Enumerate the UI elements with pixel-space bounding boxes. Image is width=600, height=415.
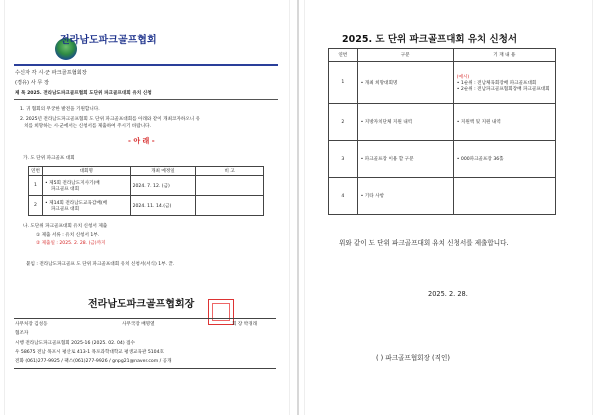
address-line: 우 58675 전남 목포시 평산로 413-1 목포과학대학교 평생교육관 5104호 [15, 350, 164, 355]
row-item: • 지방자치단체 지원 내역 [357, 104, 453, 141]
recipient-line: 수신자 각 시·군 파크골프협회장 [15, 70, 87, 76]
table-row [329, 141, 556, 178]
subject-rule [14, 99, 278, 100]
row-item: • 개최 희망대회명 [357, 62, 453, 104]
row-content: • 지원액 및 지원 내역 [453, 104, 555, 141]
submission-date: 2025. 2. 28. [428, 290, 468, 298]
col-header: 연번 [29, 167, 43, 176]
contact-line: 전화 (061)277-9925 / 팩스(061)277-9926 / gnpg21@naver.com / 공개 [15, 359, 172, 364]
event-name-suffix: 파크골프 대회 [50, 206, 80, 212]
event-note [196, 176, 264, 196]
col-header: 기 재 내 용 [453, 49, 555, 62]
table-row [29, 196, 264, 216]
signoff-president: 회 장 박경래 [232, 322, 258, 327]
page-edge [289, 0, 290, 415]
col-header: 대회명 [42, 167, 130, 176]
subject-line: 제 목 2025. 전라남도파크골프협회 도단위 파크골프대회 유치 신청 [15, 91, 152, 96]
row-content [453, 62, 555, 104]
applicant-signature: ( ) 파크골프협회장 (직인) [376, 354, 450, 362]
row-content: • 000파크골프장 36홀 [453, 141, 555, 178]
form-title: 2025. 도 단위 파크골프대회 유치 신청서 [342, 34, 518, 45]
submit-item-2: ② 제출일 : 2025. 2. 28. (금)까지 [36, 241, 106, 246]
section-na: 나. 도단위 파크골프대회 유치 신청서 제출 [23, 224, 108, 229]
row-item: • 파크골프장 이용 할 구분 [357, 141, 453, 178]
signoff-secretary: 사무처장 김성동 [15, 322, 48, 327]
application-table [328, 48, 556, 215]
body-paragraph-2: 2. 2025년 전라남도파크골프협회 도 단위 파크골프대회를 아래와 같이 개최코자하오니 유 [20, 117, 201, 122]
page-edge [592, 0, 593, 415]
header-rule [14, 64, 278, 66]
footer-bottom-rule [14, 368, 276, 369]
row-number: 2 [29, 196, 43, 216]
document-number: 시행 전라남도파크골프협회 2025-16 (2025. 02. 04) 접수 [15, 341, 135, 346]
col-header: 연번 [329, 49, 358, 62]
submit-item-1: ① 제출 서류 : 유치 신청서 1부. [36, 233, 100, 238]
row-number: 3 [329, 141, 358, 178]
event-name-cell [42, 176, 130, 196]
event-name-cell [42, 196, 130, 216]
body-paragraph-2-cont: 치를 희망하는 시·군에서는 신청서를 제출하여 주시기 바랍니다. [24, 124, 152, 129]
col-header: 구분 [357, 49, 453, 62]
cooperator-label: 협조자 [15, 331, 29, 336]
footer-rule [14, 318, 276, 319]
event-name: • 제5회 전라남도지사기(배 [44, 180, 100, 186]
section-ga: 가. 도 단위 파크골프 대회 [23, 156, 75, 161]
body-paragraph-1: 1. 귀 협회의 무궁한 발전을 기원합니다. [20, 107, 100, 112]
table-row [329, 62, 556, 104]
col-header: 비 고 [196, 167, 264, 176]
attachment-line: 붙임 : 전라남도파크골프 도 단위 파크골프대회 유치 신청서(서식) 1부. 끝. [26, 262, 175, 267]
col-header: 개최 예정일 [130, 167, 196, 176]
event-note [196, 196, 264, 216]
official-seal [208, 299, 234, 325]
submission-statement: 위와 같이 도 단위 파크골프대회 유치 신청서를 제출합니다. [339, 239, 509, 247]
content-line: • 1순위 : 전남체육회장배 파크골프대회 [456, 80, 537, 86]
via-line: (경유) 사 무 장 [15, 80, 50, 86]
page-edge [4, 0, 5, 415]
event-name: • 제14회 전라남도교육감배(배 [44, 200, 108, 206]
row-number: 1 [329, 62, 358, 104]
footer-org-name: 전라남도파크골프협회장 [88, 299, 195, 310]
row-item: • 기타 사항 [357, 178, 453, 215]
event-table [28, 166, 264, 216]
signoff-manager: 사무국장 배명열 [122, 322, 155, 327]
row-number: 4 [329, 178, 358, 215]
event-date: 2024. 11. 14.(금) [130, 196, 196, 216]
page-divider [297, 0, 299, 415]
example-label: (예시) [456, 74, 470, 80]
event-date: 2024. 7. 12. (금) [130, 176, 196, 196]
event-name-suffix: 파크골프 대회 [50, 186, 80, 192]
content-line: • 2순위 : 전남파크골프협회장배 파크골프대회 [456, 86, 550, 92]
org-header: 전라남도파크골프협회 [60, 35, 157, 46]
row-number: 1 [29, 176, 43, 196]
table-row [29, 176, 264, 196]
table-row [329, 178, 556, 215]
row-content [453, 178, 555, 215]
page-edge [304, 0, 305, 415]
table-row [329, 104, 556, 141]
row-number: 2 [329, 104, 358, 141]
center-heading: - 아 래 - [128, 137, 155, 145]
